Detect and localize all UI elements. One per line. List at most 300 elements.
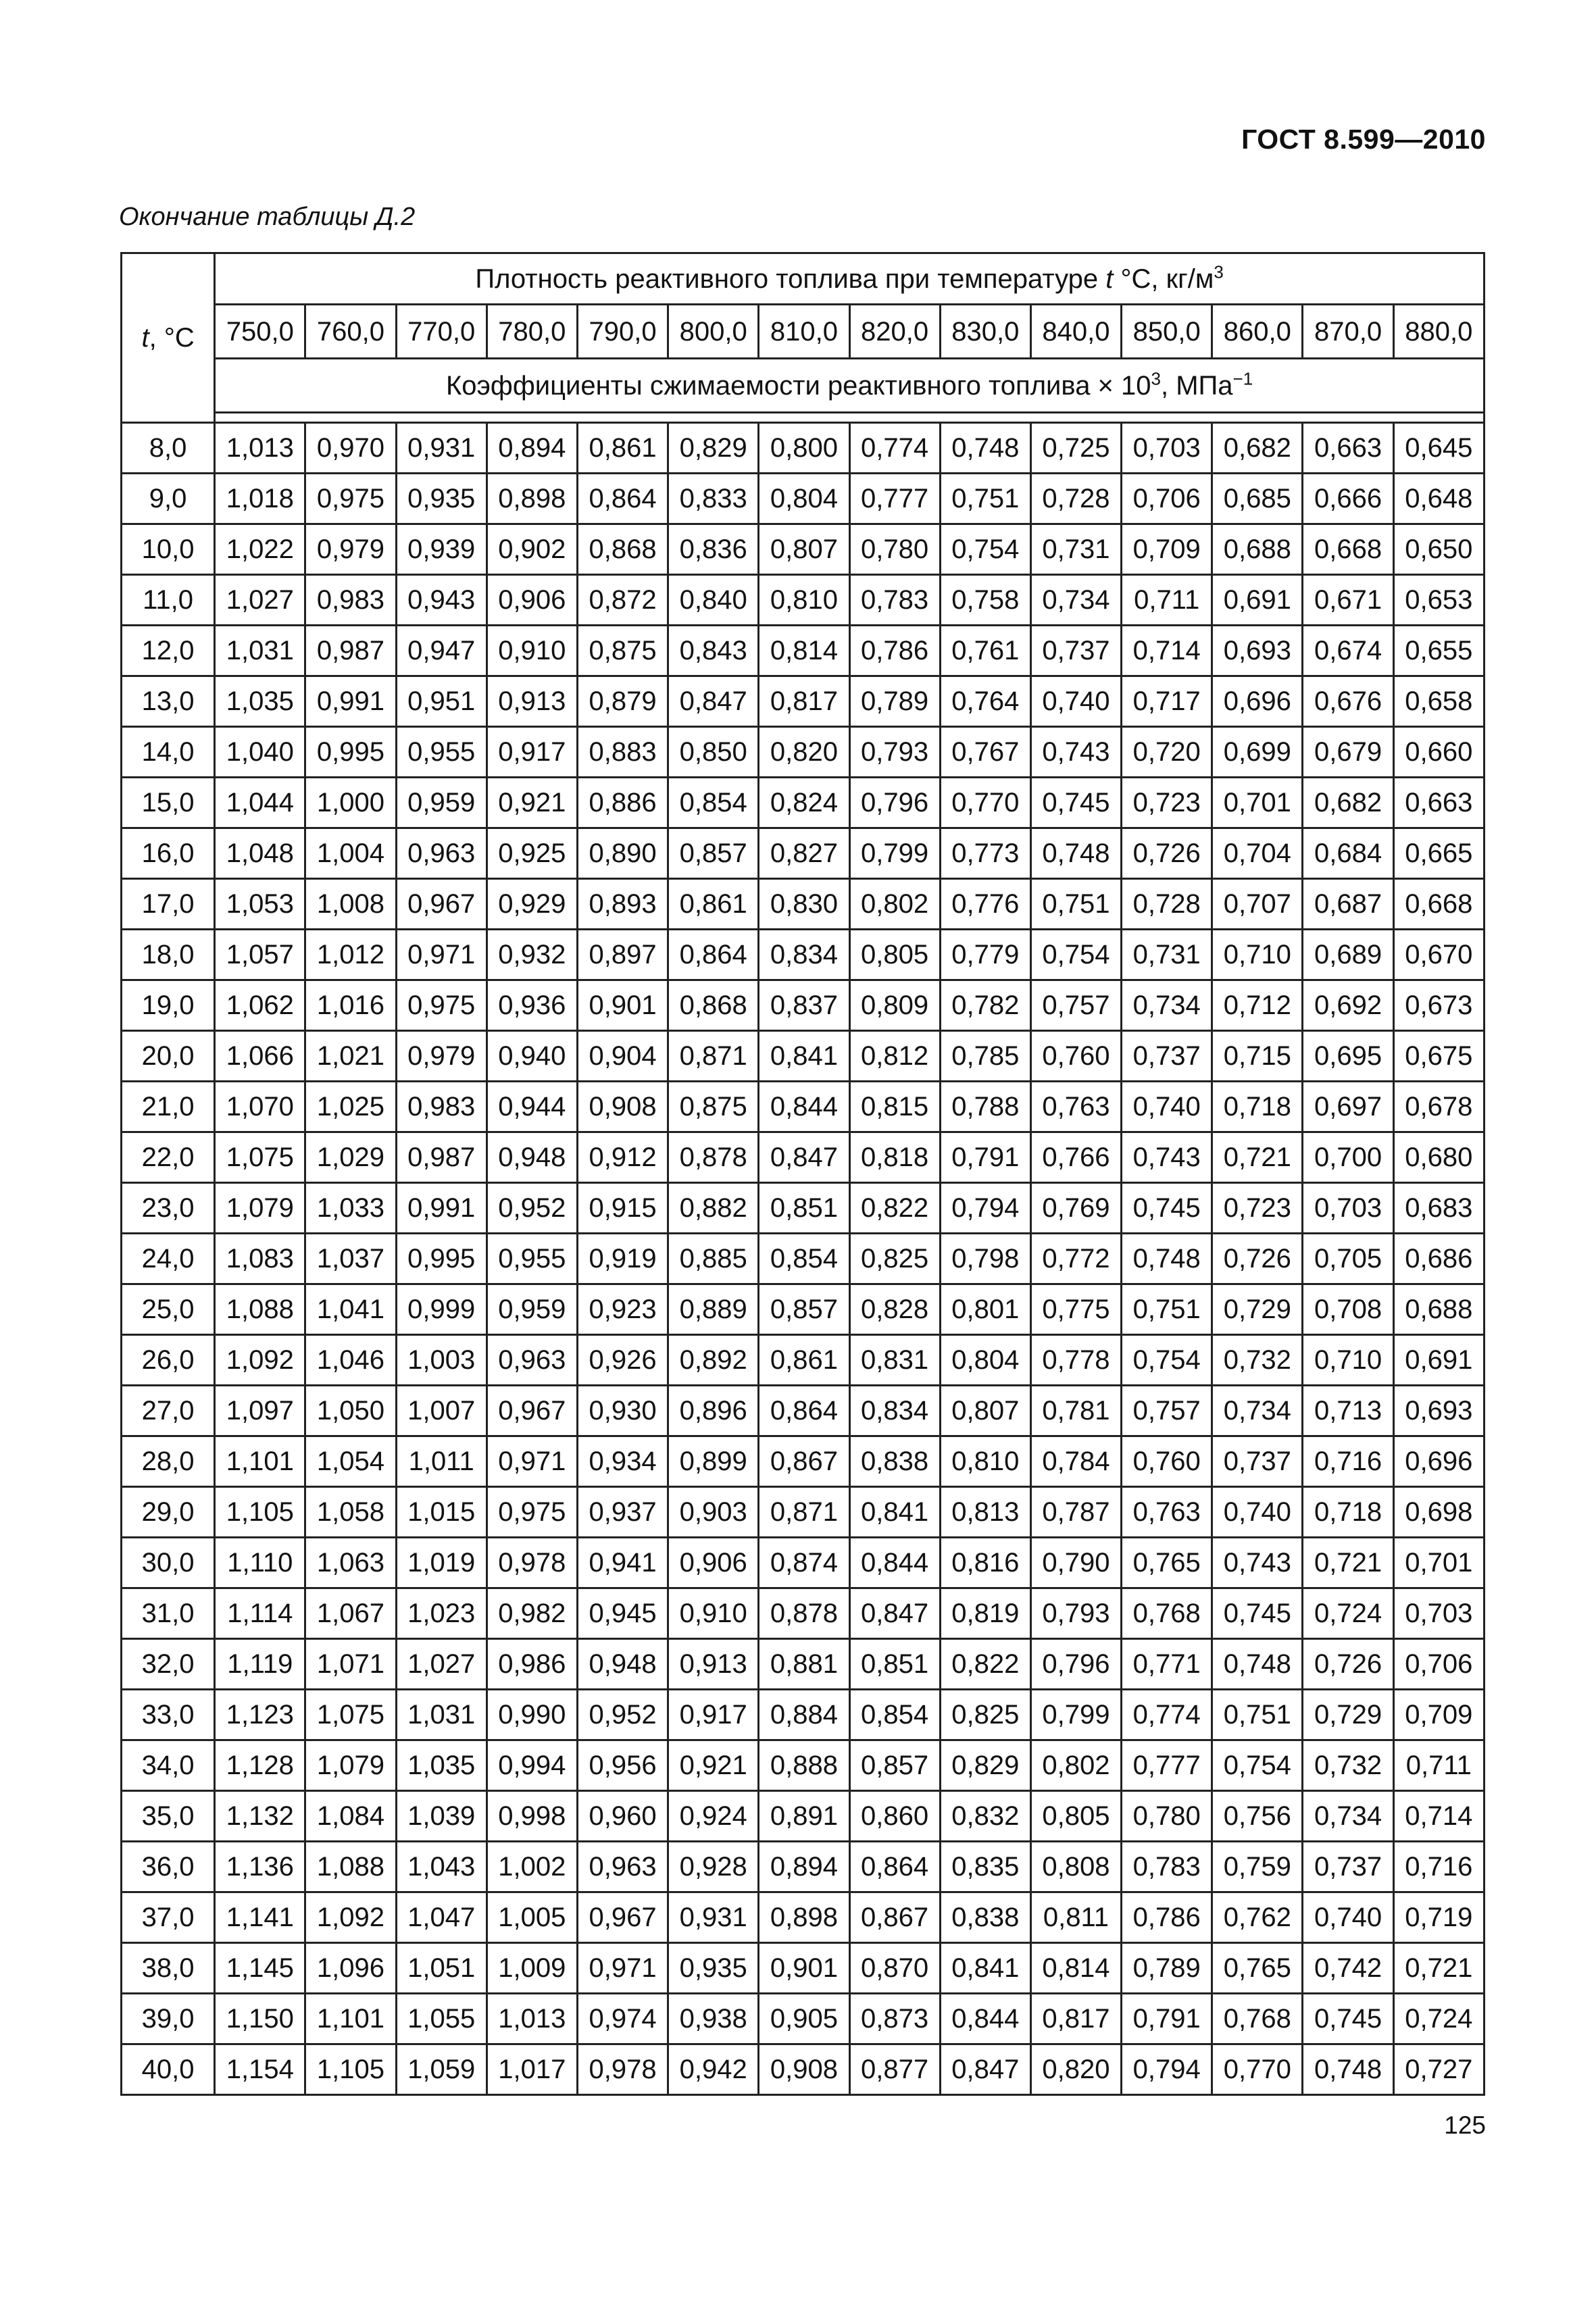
temperature-cell: 29,0	[122, 1487, 215, 1538]
coefficient-cell: 1,018	[215, 474, 305, 524]
coefficient-cell: 0,779	[940, 930, 1030, 980]
coefficient-cell: 0,808	[1030, 1842, 1121, 1892]
density-header-cell: 840,0	[1030, 305, 1121, 359]
coefficient-cell: 0,995	[305, 727, 396, 778]
coefficient-cell: 0,864	[668, 930, 759, 980]
coefficient-cell: 0,921	[668, 1740, 759, 1791]
coefficient-cell: 0,782	[940, 980, 1030, 1031]
coefficient-cell: 0,979	[305, 524, 396, 575]
header-separator	[215, 413, 1485, 423]
temperature-cell: 23,0	[122, 1183, 215, 1234]
coefficient-cell: 0,948	[487, 1132, 577, 1183]
temperature-cell: 40,0	[122, 2044, 215, 2095]
coefficient-cell: 0,751	[1122, 1284, 1212, 1335]
coefficient-cell: 1,075	[305, 1690, 396, 1740]
coefficient-cell: 0,762	[1212, 1892, 1303, 1943]
coefficient-cell: 0,711	[1393, 1740, 1484, 1791]
coefficient-cell: 0,945	[577, 1588, 668, 1639]
coefficient-cell: 0,864	[849, 1842, 940, 1892]
coefficient-cell: 0,979	[396, 1031, 487, 1082]
coefficient-cell: 0,789	[1122, 1943, 1212, 1994]
coefficient-cell: 0,791	[1122, 1994, 1212, 2044]
coefficient-cell: 0,777	[849, 474, 940, 524]
coefficient-cell: 0,815	[849, 1082, 940, 1132]
density-header-cell: 760,0	[305, 305, 396, 359]
coefficient-cell: 0,771	[1122, 1639, 1212, 1690]
temperature-cell: 14,0	[122, 727, 215, 778]
coefficient-cell: 1,027	[396, 1639, 487, 1690]
coefficient-cell: 0,835	[940, 1842, 1030, 1892]
coefficient-cell: 1,114	[215, 1588, 305, 1639]
coefficient-cell: 0,847	[759, 1132, 849, 1183]
coefficient-cell: 0,790	[1030, 1538, 1121, 1588]
coefficient-cell: 0,717	[1122, 676, 1212, 727]
coefficient-cell: 0,903	[668, 1487, 759, 1538]
coefficient-cell: 0,745	[1303, 1994, 1393, 2044]
coefficient-cell: 0,737	[1212, 1436, 1303, 1487]
table-row	[122, 626, 1485, 676]
coefficient-cell: 1,053	[215, 879, 305, 930]
coefficient-cell: 0,757	[1030, 980, 1121, 1031]
coefficient-cell: 0,902	[487, 524, 577, 575]
table-header	[122, 253, 1485, 423]
coefficient-cell: 1,105	[305, 2044, 396, 2095]
temperature-cell: 10,0	[122, 524, 215, 575]
coefficient-cell: 0,974	[577, 1994, 668, 2044]
coefficient-cell: 0,685	[1212, 474, 1303, 524]
coefficient-cell: 1,132	[215, 1791, 305, 1842]
coefficient-cell: 0,883	[577, 727, 668, 778]
coefficient-cell: 0,689	[1303, 930, 1393, 980]
coefficient-cell: 1,044	[215, 778, 305, 828]
coefficient-cell: 1,031	[215, 626, 305, 676]
coefficient-cell: 0,971	[577, 1943, 668, 1994]
coefficient-cell: 0,793	[1030, 1588, 1121, 1639]
coefficient-cell: 0,857	[668, 828, 759, 879]
coefficient-cell: 0,841	[940, 1943, 1030, 1994]
coefficient-cell: 0,700	[1303, 1132, 1393, 1183]
coefficient-cell: 0,871	[759, 1487, 849, 1538]
coefficient-cell: 0,711	[1122, 575, 1212, 626]
coefficient-cell: 1,105	[215, 1487, 305, 1538]
coefficient-cell: 1,007	[396, 1386, 487, 1436]
coefficient-cell: 0,732	[1303, 1740, 1393, 1791]
coefficient-cell: 0,999	[396, 1284, 487, 1335]
coefficient-cell: 0,904	[577, 1031, 668, 1082]
document-code: ГОСТ 8.599—2010	[1241, 124, 1486, 155]
coefficient-cell: 0,714	[1393, 1791, 1484, 1842]
coefficient-cell: 0,814	[1030, 1943, 1121, 1994]
coefficient-cell: 0,861	[577, 423, 668, 474]
coefficient-cell: 1,015	[396, 1487, 487, 1538]
temperature-cell: 8,0	[122, 423, 215, 474]
coefficient-header: Коэффициенты сжимаемости реактивного топлива × $10^3$, МПа$^{-1}$	[215, 359, 1485, 413]
coefficient-cell: 1,025	[305, 1082, 396, 1132]
temperature-cell: 36,0	[122, 1842, 215, 1892]
coefficient-cell: 0,748	[1122, 1234, 1212, 1284]
density-header: Плотность реактивного топлива при температуре t °C, $кг/м^3$	[215, 253, 1485, 305]
coefficient-cell: 1,058	[305, 1487, 396, 1538]
coefficient-cell: 0,714	[1122, 626, 1212, 676]
coefficient-cell: 0,725	[1030, 423, 1121, 474]
coefficient-cell: 0,783	[849, 575, 940, 626]
coefficient-cell: 0,715	[1212, 1031, 1303, 1082]
coefficient-cell: 0,737	[1303, 1842, 1393, 1892]
coefficient-cell: 0,991	[305, 676, 396, 727]
coefficient-cell: 0,804	[759, 474, 849, 524]
coefficient-cell: 0,809	[849, 980, 940, 1031]
coefficient-cell: 1,047	[396, 1892, 487, 1943]
coefficient-cell: 0,940	[487, 1031, 577, 1082]
coefficient-cell: 0,648	[1393, 474, 1484, 524]
coefficient-cell: 0,697	[1303, 1082, 1393, 1132]
coefficient-cell: 0,801	[940, 1284, 1030, 1335]
coefficient-cell: 0,931	[396, 423, 487, 474]
coefficient-cell: 0,885	[668, 1234, 759, 1284]
density-header-cell: 850,0	[1122, 305, 1212, 359]
coefficient-cell: 0,919	[577, 1234, 668, 1284]
coefficient-cell: 0,777	[1122, 1740, 1212, 1791]
coefficient-cell: 0,834	[759, 930, 849, 980]
density-header-cell: 880,0	[1393, 305, 1484, 359]
table-row	[122, 727, 1485, 778]
coefficient-cell: 0,854	[759, 1234, 849, 1284]
coefficient-cell: 0,683	[1393, 1183, 1484, 1234]
table-row	[122, 1690, 1485, 1740]
coefficient-cell: 0,774	[849, 423, 940, 474]
temperature-cell: 38,0	[122, 1943, 215, 1994]
density-header-cell: 820,0	[849, 305, 940, 359]
coefficient-cell: 0,854	[849, 1690, 940, 1740]
coefficient-cell: 0,740	[1303, 1892, 1393, 1943]
temperature-cell: 32,0	[122, 1639, 215, 1690]
table-row	[122, 1639, 1485, 1690]
coefficient-cell: 0,867	[759, 1436, 849, 1487]
coefficient-cell: 0,884	[759, 1690, 849, 1740]
coefficient-cell: 0,766	[1030, 1132, 1121, 1183]
table-row	[122, 930, 1485, 980]
temperature-cell: 30,0	[122, 1538, 215, 1588]
coefficient-cell: 0,830	[759, 879, 849, 930]
coefficient-cell: 0,889	[668, 1284, 759, 1335]
coefficient-cell: 0,687	[1303, 879, 1393, 930]
coefficient-cell: 1,037	[305, 1234, 396, 1284]
temperature-cell: 24,0	[122, 1234, 215, 1284]
coefficient-cell: 0,851	[759, 1183, 849, 1234]
coefficient-cell: 0,810	[940, 1436, 1030, 1487]
table-row	[122, 1284, 1485, 1335]
coefficient-cell: 0,748	[1030, 828, 1121, 879]
coefficient-cell: 0,774	[1122, 1690, 1212, 1740]
coefficient-cell: 1,150	[215, 1994, 305, 2044]
coefficient-cell: 0,764	[940, 676, 1030, 727]
coefficient-cell: 0,829	[940, 1740, 1030, 1791]
coefficient-cell: 0,817	[1030, 1994, 1121, 2044]
coefficient-cell: 0,925	[487, 828, 577, 879]
coefficient-cell: 0,770	[1212, 2044, 1303, 2095]
coefficient-cell: 0,769	[1030, 1183, 1121, 1234]
coefficient-cell: 1,088	[215, 1284, 305, 1335]
coefficient-cell: 0,840	[668, 575, 759, 626]
coefficient-cell: 0,963	[487, 1335, 577, 1386]
coefficient-cell: 1,088	[305, 1842, 396, 1892]
coefficient-cell: 0,754	[1212, 1740, 1303, 1791]
coefficient-cell: 0,704	[1212, 828, 1303, 879]
coefficient-cell: 0,926	[577, 1335, 668, 1386]
table-row	[122, 1588, 1485, 1639]
coefficient-cell: 1,041	[305, 1284, 396, 1335]
coefficient-cell: 0,710	[1303, 1335, 1393, 1386]
coefficient-cell: 0,827	[759, 828, 849, 879]
t-column-header: t, °C	[122, 253, 215, 423]
table-row	[122, 524, 1485, 575]
coefficient-cell: 0,696	[1212, 676, 1303, 727]
coefficient-cell: 0,941	[577, 1538, 668, 1588]
coefficient-cell: 0,691	[1212, 575, 1303, 626]
coefficient-cell: 1,059	[396, 2044, 487, 2095]
coefficient-cell: 0,894	[487, 423, 577, 474]
coefficient-cell: 0,691	[1393, 1335, 1484, 1386]
coefficient-cell: 0,825	[849, 1234, 940, 1284]
coefficient-cell: 0,868	[668, 980, 759, 1031]
coefficient-cell: 0,718	[1212, 1082, 1303, 1132]
coefficient-cell: 0,897	[577, 930, 668, 980]
coefficient-cell: 0,748	[1212, 1639, 1303, 1690]
temperature-cell: 19,0	[122, 980, 215, 1031]
coefficient-cell: 0,701	[1393, 1538, 1484, 1588]
coefficient-cell: 0,860	[849, 1791, 940, 1842]
coefficient-cell: 0,658	[1393, 676, 1484, 727]
coefficient-cell: 0,978	[487, 1538, 577, 1588]
coefficient-cell: 1,005	[487, 1892, 577, 1943]
coefficient-cell: 0,820	[1030, 2044, 1121, 2095]
table-row	[122, 1386, 1485, 1436]
coefficient-cell: 0,666	[1303, 474, 1393, 524]
coefficient-cell: 1,145	[215, 1943, 305, 1994]
coefficient-cell: 0,901	[577, 980, 668, 1031]
coefficient-cell: 0,822	[940, 1639, 1030, 1690]
coefficient-cell: 0,796	[1030, 1639, 1121, 1690]
coefficient-cell: 0,805	[849, 930, 940, 980]
coefficient-cell: 0,770	[940, 778, 1030, 828]
density-header-cell: 790,0	[577, 305, 668, 359]
coefficient-cell: 0,726	[1303, 1639, 1393, 1690]
coefficient-cell: 0,875	[668, 1082, 759, 1132]
coefficient-cell: 1,021	[305, 1031, 396, 1082]
coefficient-cell: 0,952	[487, 1183, 577, 1234]
coefficient-cell: 0,740	[1212, 1487, 1303, 1538]
coefficient-cell: 0,824	[759, 778, 849, 828]
coefficient-cell: 0,814	[759, 626, 849, 676]
coefficient-cell: 1,016	[305, 980, 396, 1031]
table-row	[122, 1791, 1485, 1842]
coefficient-cell: 0,713	[1303, 1386, 1393, 1436]
coefficient-cell: 0,698	[1393, 1487, 1484, 1538]
coefficient-cell: 0,877	[849, 2044, 940, 2095]
coefficient-cell: 0,831	[849, 1335, 940, 1386]
coefficient-cell: 0,906	[668, 1538, 759, 1588]
coefficient-cell: 1,136	[215, 1842, 305, 1892]
coefficient-cell: 0,908	[577, 1082, 668, 1132]
coefficient-cell: 0,847	[849, 1588, 940, 1639]
coefficient-cell: 1,013	[215, 423, 305, 474]
coefficient-cell: 0,978	[577, 2044, 668, 2095]
coefficient-cell: 0,737	[1122, 1031, 1212, 1082]
coefficient-cell: 0,963	[396, 828, 487, 879]
coefficient-cell: 0,785	[940, 1031, 1030, 1082]
coefficient-cell: 1,046	[305, 1335, 396, 1386]
table-row	[122, 1183, 1485, 1234]
coefficient-cell: 1,039	[396, 1791, 487, 1842]
table-row	[122, 778, 1485, 828]
coefficient-cell: 0,765	[1122, 1538, 1212, 1588]
coefficient-cell: 0,910	[487, 626, 577, 676]
coefficient-cell: 1,119	[215, 1639, 305, 1690]
coefficient-cell: 0,938	[668, 1994, 759, 2044]
coefficient-cell: 0,864	[577, 474, 668, 524]
coefficient-cell: 0,813	[940, 1487, 1030, 1538]
coefficient-cell: 0,678	[1393, 1082, 1484, 1132]
coefficient-cell: 0,761	[940, 626, 1030, 676]
coefficient-cell: 0,799	[849, 828, 940, 879]
coefficient-cell: 0,820	[759, 727, 849, 778]
temperature-cell: 22,0	[122, 1132, 215, 1183]
coefficient-cell: 0,743	[1122, 1132, 1212, 1183]
coefficient-cell: 1,040	[215, 727, 305, 778]
coefficient-cell: 0,682	[1212, 423, 1303, 474]
coefficient-cell: 0,650	[1393, 524, 1484, 575]
coefficient-cell: 0,875	[577, 626, 668, 676]
coefficient-cell: 0,721	[1212, 1132, 1303, 1183]
coefficient-cell: 0,878	[668, 1132, 759, 1183]
coefficient-cell: 1,022	[215, 524, 305, 575]
coefficient-cell: 0,870	[849, 1943, 940, 1994]
density-header-cell: 770,0	[396, 305, 487, 359]
table-row	[122, 1335, 1485, 1386]
page-number: 125	[1444, 2111, 1486, 2139]
coefficient-cell: 0,742	[1303, 1943, 1393, 1994]
coefficient-cell: 1,043	[396, 1842, 487, 1892]
coefficient-cell: 0,837	[759, 980, 849, 1031]
coefficient-cell: 1,083	[215, 1234, 305, 1284]
coefficient-cell: 0,760	[1030, 1031, 1121, 1082]
coefficient-cell: 0,967	[396, 879, 487, 930]
coefficient-cell: 0,682	[1303, 778, 1393, 828]
coefficient-cell: 1,097	[215, 1386, 305, 1436]
coefficient-cell: 0,734	[1303, 1791, 1393, 1842]
coefficient-cell: 0,959	[487, 1284, 577, 1335]
coefficient-cell: 1,035	[215, 676, 305, 727]
coefficient-cell: 0,939	[396, 524, 487, 575]
coefficient-cell: 0,850	[668, 727, 759, 778]
coefficient-cell: 0,899	[668, 1436, 759, 1487]
coefficient-cell: 0,794	[1122, 2044, 1212, 2095]
coefficient-cell: 1,123	[215, 1690, 305, 1740]
coefficient-cell: 0,693	[1393, 1386, 1484, 1436]
coefficient-cell: 0,861	[668, 879, 759, 930]
temperature-cell: 39,0	[122, 1994, 215, 2044]
coefficient-cell: 0,913	[487, 676, 577, 727]
coefficient-cell: 1,101	[305, 1994, 396, 2044]
coefficient-cell: 0,800	[759, 423, 849, 474]
table-row	[122, 980, 1485, 1031]
coefficient-cell: 0,756	[1212, 1791, 1303, 1842]
coefficient-cell: 0,729	[1303, 1690, 1393, 1740]
coefficient-cell: 0,955	[396, 727, 487, 778]
coefficient-cell: 1,154	[215, 2044, 305, 2095]
coefficient-cell: 0,665	[1393, 828, 1484, 879]
coefficient-cell: 0,723	[1122, 778, 1212, 828]
coefficient-cell: 0,975	[396, 980, 487, 1031]
coefficient-cell: 1,079	[305, 1740, 396, 1791]
coefficient-cell: 1,027	[215, 575, 305, 626]
coefficient-cell: 0,696	[1393, 1436, 1484, 1487]
coefficient-cell: 0,768	[1122, 1588, 1212, 1639]
coefficient-cell: 0,971	[396, 930, 487, 980]
coefficient-cell: 1,048	[215, 828, 305, 879]
coefficient-cell: 0,660	[1393, 727, 1484, 778]
coefficient-cell: 0,786	[1122, 1892, 1212, 1943]
coefficient-cell: 0,898	[487, 474, 577, 524]
coefficient-cell: 0,910	[668, 1588, 759, 1639]
table-row	[122, 1487, 1485, 1538]
coefficient-cell: 0,959	[396, 778, 487, 828]
coefficient-cell: 0,780	[849, 524, 940, 575]
compressibility-table	[120, 252, 1485, 2096]
coefficient-cell: 0,847	[940, 2044, 1030, 2095]
coefficient-cell: 0,931	[668, 1892, 759, 1943]
coefficient-cell: 0,668	[1393, 879, 1484, 930]
coefficient-cell: 0,937	[577, 1487, 668, 1538]
table-body	[122, 423, 1485, 2095]
temperature-cell: 11,0	[122, 575, 215, 626]
coefficient-cell: 1,062	[215, 980, 305, 1031]
table-caption: Окончание таблицы Д.2	[119, 203, 416, 231]
coefficient-cell: 0,709	[1122, 524, 1212, 575]
coefficient-cell: 0,763	[1122, 1487, 1212, 1538]
coefficient-cell: 0,701	[1212, 778, 1303, 828]
coefficient-cell: 0,765	[1212, 1943, 1303, 1994]
table-row	[122, 474, 1485, 524]
temperature-cell: 25,0	[122, 1284, 215, 1335]
coefficient-cell: 1,057	[215, 930, 305, 980]
coefficient-cell: 0,915	[577, 1183, 668, 1234]
coefficient-cell: 0,784	[1030, 1436, 1121, 1487]
coefficient-cell: 1,017	[487, 2044, 577, 2095]
coefficient-cell: 1,035	[396, 1740, 487, 1791]
coefficient-cell: 1,050	[305, 1386, 396, 1436]
coefficient-cell: 0,757	[1122, 1386, 1212, 1436]
coefficient-cell: 0,857	[849, 1740, 940, 1791]
coefficient-cell: 0,743	[1030, 727, 1121, 778]
temperature-cell: 34,0	[122, 1740, 215, 1791]
coefficient-cell: 0,861	[759, 1335, 849, 1386]
table-row	[122, 879, 1485, 930]
coefficient-cell: 0,841	[849, 1487, 940, 1538]
table-row	[122, 1892, 1485, 1943]
coefficient-cell: 0,878	[759, 1588, 849, 1639]
coefficient-cell: 0,932	[487, 930, 577, 980]
coefficient-cell: 0,673	[1393, 980, 1484, 1031]
coefficient-cell: 0,844	[940, 1994, 1030, 2044]
coefficient-cell: 0,867	[849, 1892, 940, 1943]
temperature-cell: 12,0	[122, 626, 215, 676]
temperature-cell: 31,0	[122, 1588, 215, 1639]
coefficient-cell: 0,838	[849, 1436, 940, 1487]
coefficient-cell: 0,928	[668, 1842, 759, 1892]
coefficient-cell: 0,882	[668, 1183, 759, 1234]
coefficient-cell: 1,031	[396, 1690, 487, 1740]
